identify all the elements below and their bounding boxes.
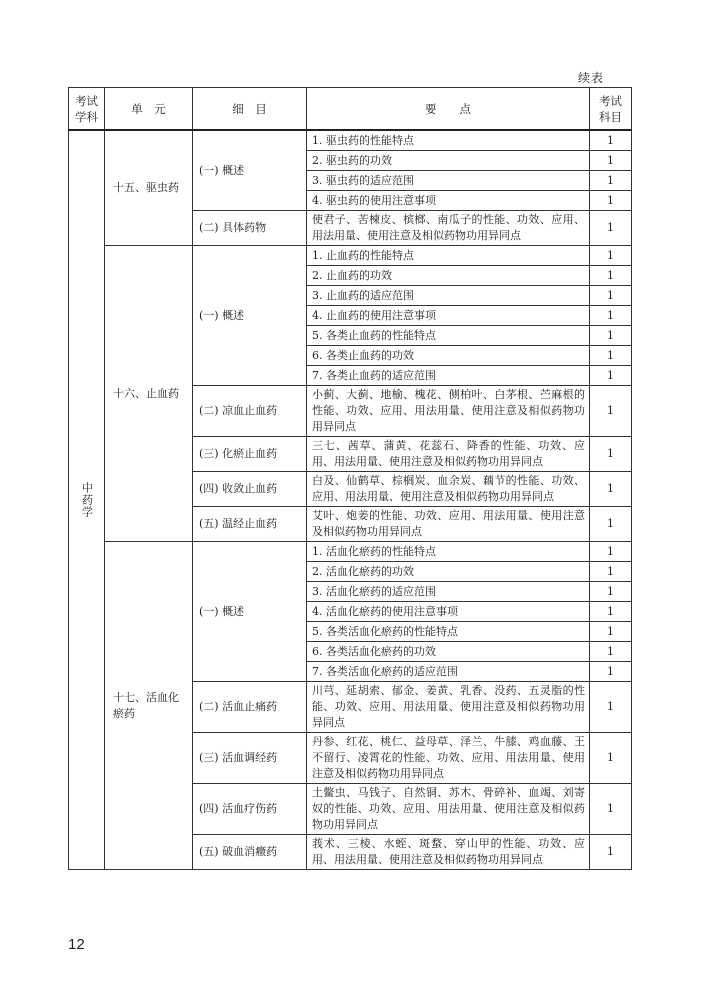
count-cell: 1 — [590, 507, 632, 542]
detail-cell: (一) 概述 — [193, 542, 307, 682]
detail-cell: (二) 具体药物 — [193, 211, 307, 246]
detail-cell: (四) 活血疗伤药 — [193, 784, 307, 835]
count-cell: 1 — [590, 151, 632, 171]
continued-label: 续表 — [578, 71, 605, 85]
point-cell: 4. 止血药的使用注意事项 — [307, 306, 590, 326]
point-cell: 5. 各类止血药的性能特点 — [307, 326, 590, 346]
count-cell: 1 — [590, 437, 632, 472]
point-cell: 小蓟、大蓟、地榆、槐花、侧柏叶、白茅根、苎麻根的性能、功效、应用、用法用量、使用注意及相似药物功用异同点 — [307, 386, 590, 437]
table-body — [69, 130, 632, 870]
count-cell: 1 — [590, 171, 632, 191]
detail-cell: (一) 概述 — [193, 246, 307, 386]
detail-cell: (二) 活血止痛药 — [193, 682, 307, 733]
count-cell: 1 — [590, 835, 632, 870]
point-cell: 使君子、苦楝皮、槟榔、南瓜子的性能、功效、应用、用法用量、使用注意及相似药物功用异同点 — [307, 211, 590, 246]
count-cell: 1 — [590, 286, 632, 306]
point-cell: 三七、茜草、蒲黄、花蕊石、降香的性能、功效、应用、用法用量、使用注意及相似药物功用异同点 — [307, 437, 590, 472]
point-cell: 艾叶、炮姜的性能、功效、应用、用法用量、使用注意及相似药物功用异同点 — [307, 507, 590, 542]
point-cell: 1. 止血药的性能特点 — [307, 246, 590, 266]
unit-cell: 十七、活血化瘀药 — [105, 542, 193, 870]
count-cell: 1 — [590, 366, 632, 386]
point-cell: 5. 各类活血化瘀药的性能特点 — [307, 622, 590, 642]
point-cell: 2. 止血药的功效 — [307, 266, 590, 286]
table-row — [69, 130, 632, 151]
count-cell: 1 — [590, 602, 632, 622]
detail-cell: (三) 化瘀止血药 — [193, 437, 307, 472]
header-unit: 单 元 — [105, 88, 193, 131]
point-cell: 7. 各类活血化瘀药的适应范围 — [307, 662, 590, 682]
point-cell: 土鳖虫、马钱子、自然铜、苏木、骨碎补、血竭、刘寄奴的性能、功效、应用、用法用量、使用注意及相似药物功用异同点 — [307, 784, 590, 835]
count-cell: 1 — [590, 472, 632, 507]
subject-cell: 中药学 — [69, 130, 105, 870]
point-cell: 2. 驱虫药的功效 — [307, 151, 590, 171]
point-cell: 莪术、三棱、水蛭、斑蝥、穿山甲的性能、功效、应用、用法用量、使用注意及相似药物功用异同点 — [307, 835, 590, 870]
point-cell: 6. 各类止血药的功效 — [307, 346, 590, 366]
point-cell: 3. 活血化瘀药的适应范围 — [307, 582, 590, 602]
unit-cell: 十六、止血药 — [105, 246, 193, 542]
table-header-row — [69, 88, 632, 131]
count-cell: 1 — [590, 306, 632, 326]
count-cell: 1 — [590, 130, 632, 151]
header-count: 考试科目 — [590, 88, 632, 131]
count-cell: 1 — [590, 542, 632, 562]
point-cell: 6. 各类活血化瘀药的功效 — [307, 642, 590, 662]
count-cell: 1 — [590, 246, 632, 266]
count-cell: 1 — [590, 326, 632, 346]
point-cell: 3. 止血药的适应范围 — [307, 286, 590, 306]
count-cell: 1 — [590, 562, 632, 582]
detail-cell: (五) 温经止血药 — [193, 507, 307, 542]
count-cell: 1 — [590, 211, 632, 246]
detail-cell: (二) 凉血止血药 — [193, 386, 307, 437]
point-cell: 7. 各类止血药的适应范围 — [307, 366, 590, 386]
table-row — [69, 246, 632, 266]
count-cell: 1 — [590, 682, 632, 733]
point-cell: 白及、仙鹤草、棕榈炭、血余炭、藕节的性能、功效、应用、用法用量、使用注意及相似药物功用异同点 — [307, 472, 590, 507]
count-cell: 1 — [590, 386, 632, 437]
count-cell: 1 — [590, 662, 632, 682]
point-cell: 3. 驱虫药的适应范围 — [307, 171, 590, 191]
detail-cell: (五) 破血消癥药 — [193, 835, 307, 870]
count-cell: 1 — [590, 346, 632, 366]
point-cell: 丹参、红花、桃仁、益母草、泽兰、牛膝、鸡血藤、王不留行、凌霄花的性能、功效、应用、用法用量、使用注意及相似药物功用异同点 — [307, 733, 590, 784]
count-cell: 1 — [590, 733, 632, 784]
header-points: 要 点 — [307, 88, 590, 131]
count-cell: 1 — [590, 622, 632, 642]
count-cell: 1 — [590, 642, 632, 662]
point-cell: 1. 驱虫药的性能特点 — [307, 130, 590, 151]
syllabus-table — [68, 87, 632, 870]
header-detail: 细 目 — [193, 88, 307, 131]
count-cell: 1 — [590, 784, 632, 835]
count-cell: 1 — [590, 266, 632, 286]
unit-cell: 十五、驱虫药 — [105, 130, 193, 246]
count-cell: 1 — [590, 582, 632, 602]
header-subject: 考试学科 — [69, 88, 105, 131]
page-number: 12 — [68, 936, 85, 953]
point-cell: 4. 驱虫药的使用注意事项 — [307, 191, 590, 211]
detail-cell: (四) 收敛止血药 — [193, 472, 307, 507]
table-row — [69, 542, 632, 562]
point-cell: 4. 活血化瘀药的使用注意事项 — [307, 602, 590, 622]
count-cell: 1 — [590, 191, 632, 211]
point-cell: 1. 活血化瘀药的性能特点 — [307, 542, 590, 562]
detail-cell: (三) 活血调经药 — [193, 733, 307, 784]
point-cell: 川芎、延胡索、郁金、姜黄、乳香、没药、五灵脂的性能、功效、应用、用法用量、使用注意及相似药物功用异同点 — [307, 682, 590, 733]
detail-cell: (一) 概述 — [193, 130, 307, 211]
point-cell: 2. 活血化瘀药的功效 — [307, 562, 590, 582]
